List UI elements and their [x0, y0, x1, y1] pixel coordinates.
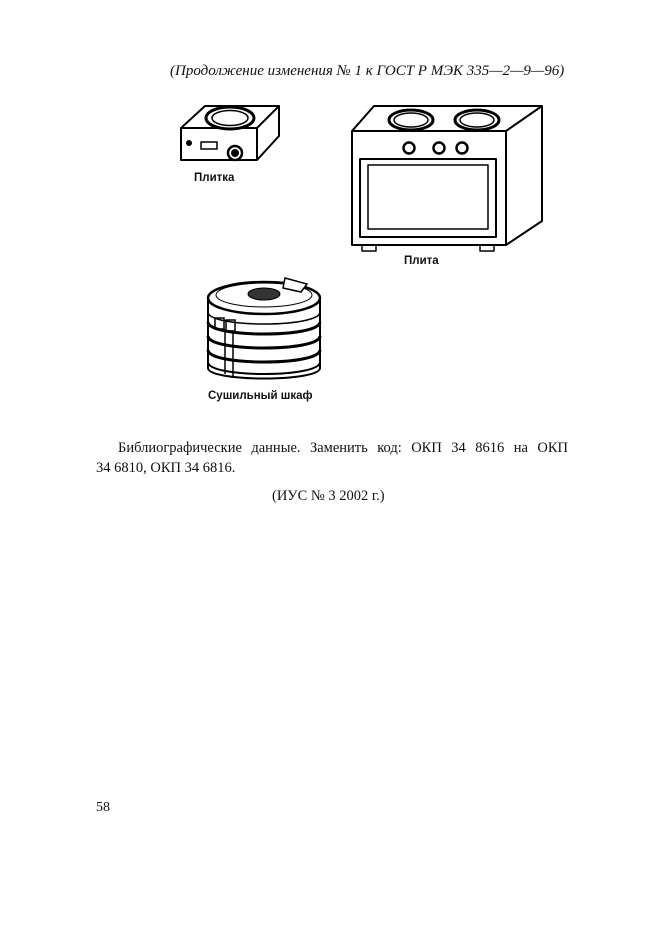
- hotplate-icon: [175, 96, 285, 168]
- ius-reference: (ИУС № 3 2002 г.): [272, 488, 385, 504]
- page-header: (Продолжение изменения № 1 к ГОСТ Р МЭК 335—2—9—96): [170, 63, 565, 79]
- page-number: 58: [96, 800, 110, 815]
- paragraph-line-1: Библиографические данные. Заменить код: ОКП 34 8616 на ОКП: [118, 440, 568, 456]
- stove-caption: Плита: [404, 255, 439, 267]
- dryer-caption: Сушильный шкаф: [208, 390, 313, 402]
- stove-icon: [348, 103, 548, 253]
- hotplate-caption: Плитка: [194, 172, 235, 184]
- food-dryer-icon: [203, 270, 325, 388]
- paragraph-line-2: 34 6810, ОКП 34 6816.: [96, 460, 236, 476]
- bibliographic-paragraph: [96, 438, 568, 478]
